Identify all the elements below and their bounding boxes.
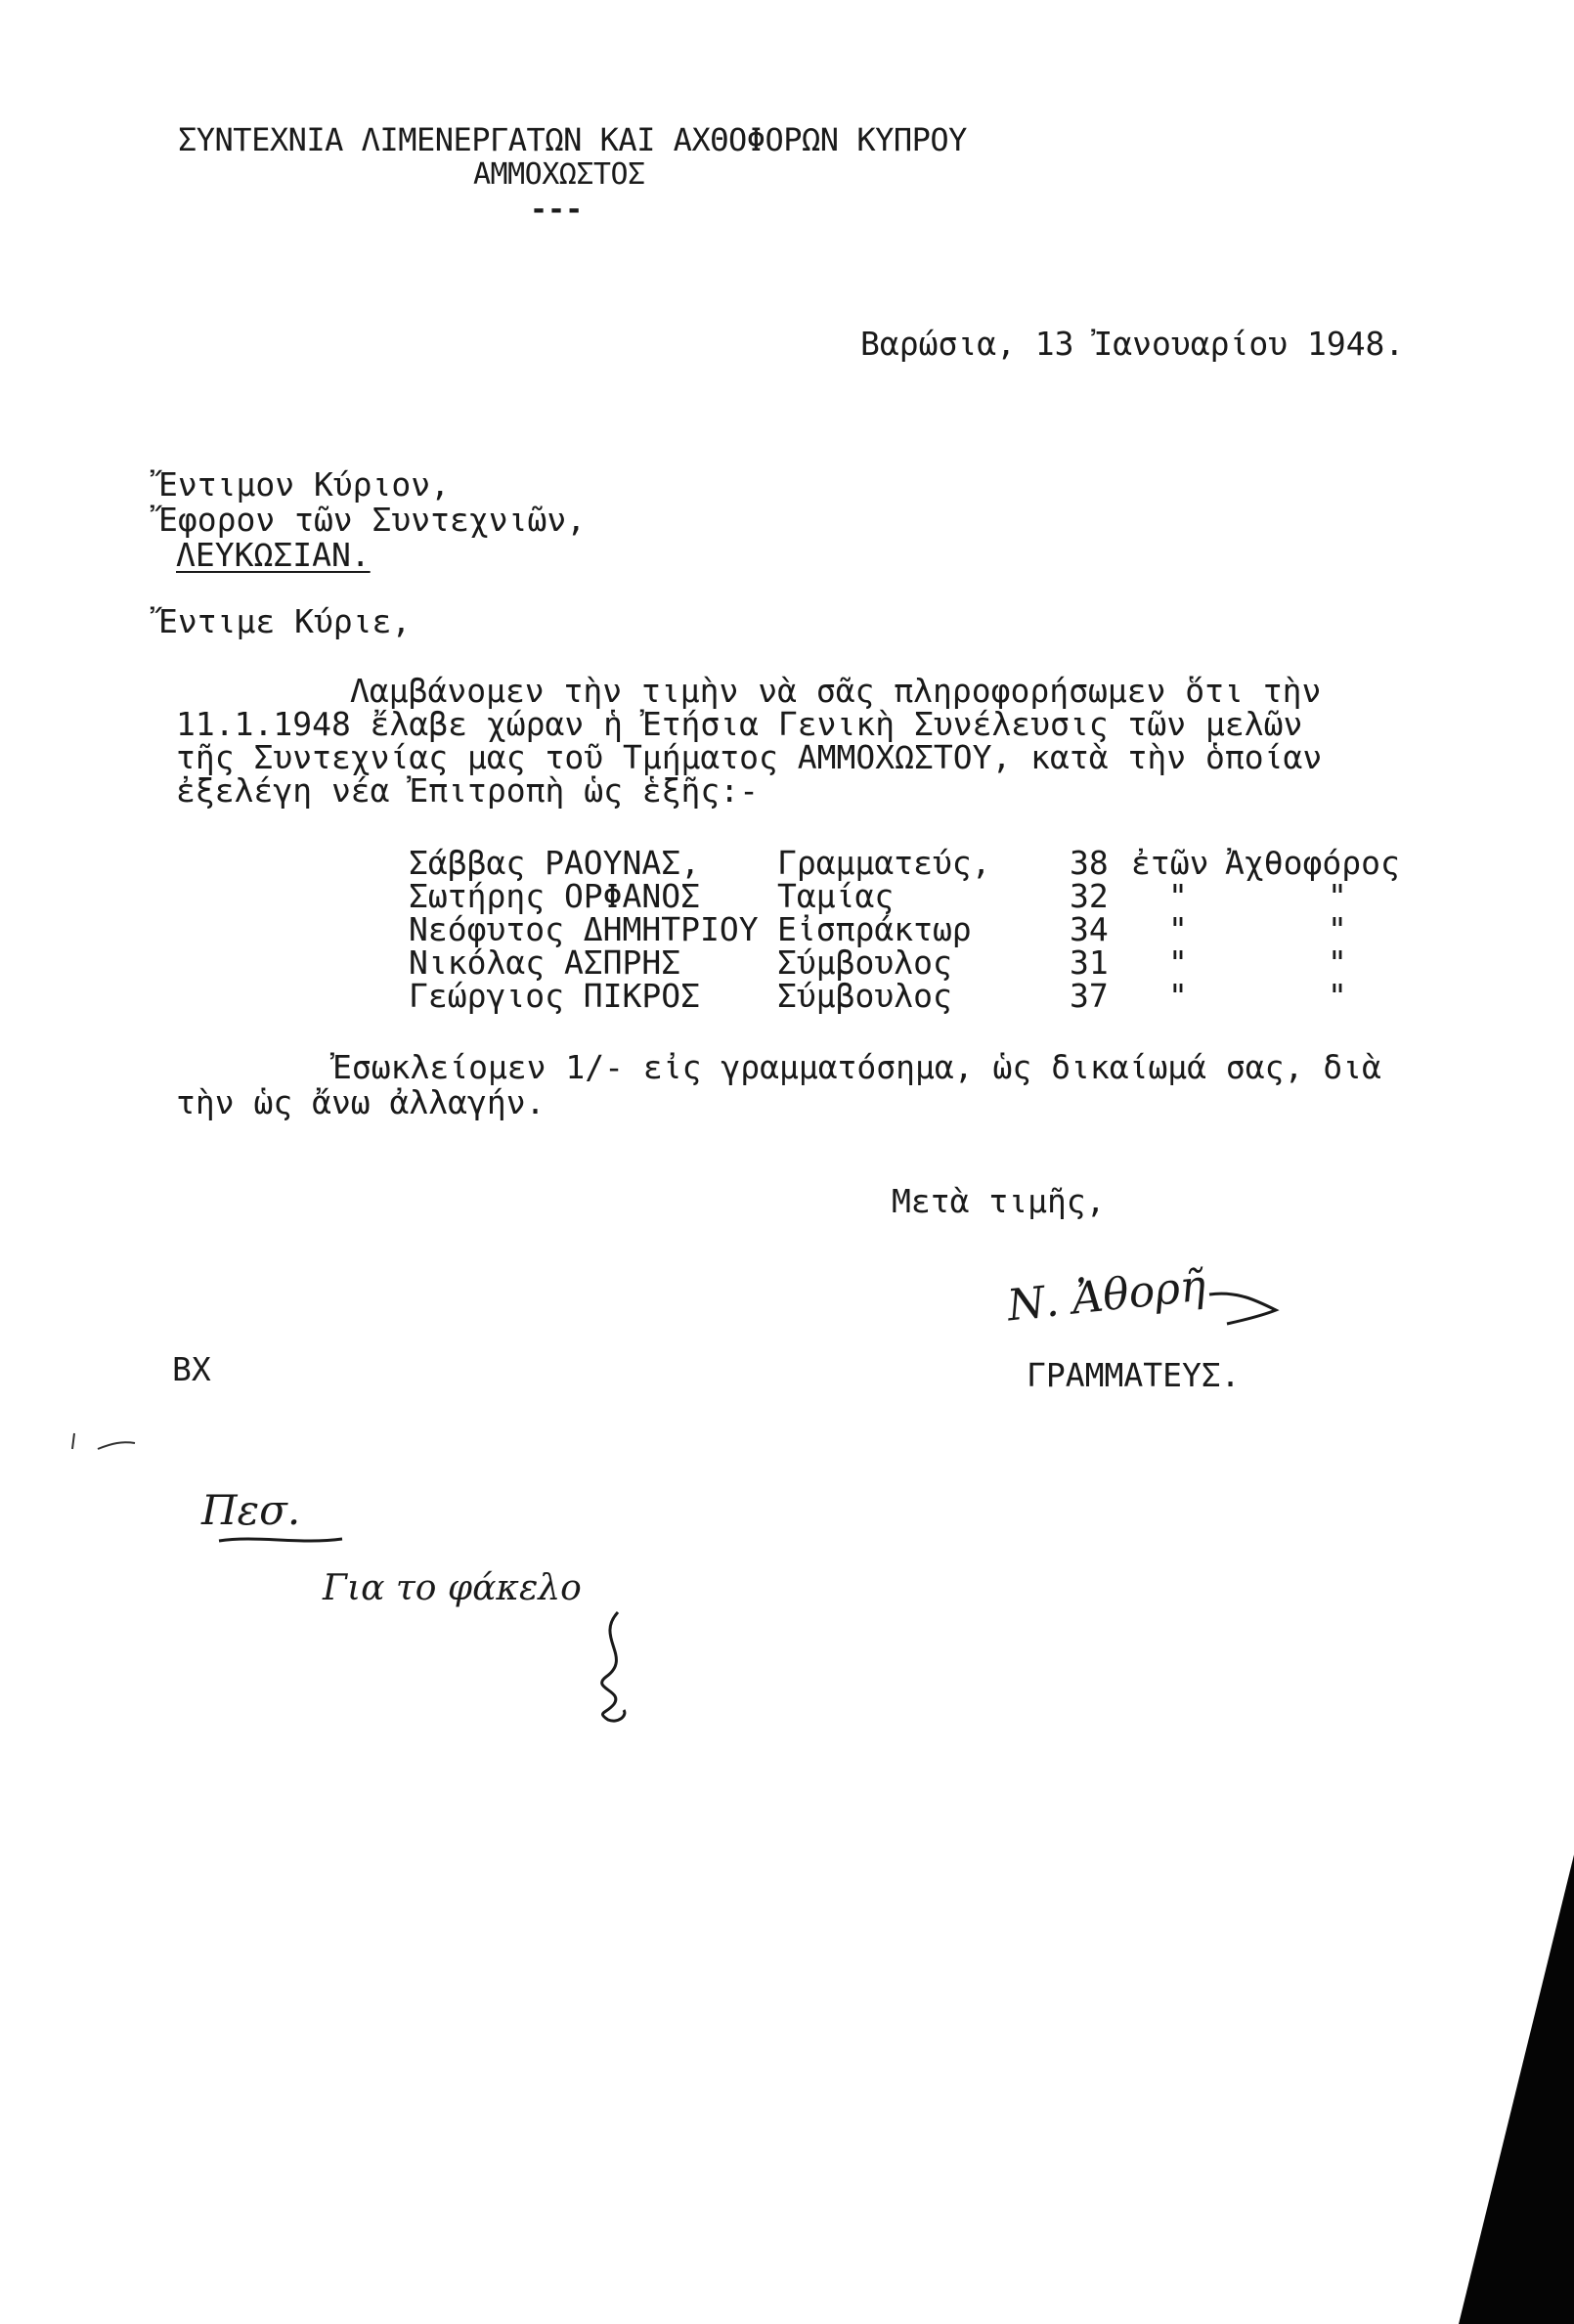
member-role: Εἰσπράκτωρ <box>777 910 972 948</box>
member-occupation: " <box>1328 943 1347 982</box>
member-role: Σύμβουλος <box>777 943 952 982</box>
signer-title: ΓΡΑΜΜΑΤΕΥΣ. <box>1027 1356 1241 1394</box>
member-age: 37 <box>1070 977 1109 1015</box>
member-age-unit: ἐτῶν <box>1131 844 1209 882</box>
left-margin-mark <box>68 1427 147 1457</box>
handwritten-initial-mark <box>585 1608 643 1726</box>
member-occupation: " <box>1328 910 1347 948</box>
body-p1-line-1: Λαμβάνομεν τὴν τιμὴν νὰ σᾶς πληροφορήσωμεν ὅτι τὴν <box>350 672 1322 710</box>
member-occupation: Ἀχθοφόρος <box>1225 844 1400 882</box>
handwritten-note-1: Πεσ. <box>201 1486 301 1534</box>
member-age-unit: " <box>1168 943 1188 982</box>
member-age: 31 <box>1070 943 1109 982</box>
recipient-line-1: Ἔντιμον Κύριον, <box>158 465 451 504</box>
member-age-unit: " <box>1168 910 1188 948</box>
member-occupation: " <box>1328 977 1347 1015</box>
body-p1-line-3: τῆς Συντεχνίας μας τοῦ Τμήματος ΑΜΜΟΧΩΣΤΟΥ, κατὰ τὴν ὁποίαν <box>176 738 1323 776</box>
recipient-line-2: Ἔφορον τῶν Συντεχνιῶν, <box>158 501 587 539</box>
member-name: Σάββας ΡΑΟΥΝΑΣ, <box>409 844 701 882</box>
body-p2-line-2: τὴν ὡς ἄνω ἀλλαγήν. <box>176 1083 546 1121</box>
member-name: Γεώργιος ΠΙΚΡΟΣ <box>409 977 701 1015</box>
member-occupation: " <box>1328 877 1347 915</box>
body-p1-line-4: ἐξελέγη νέα Ἐπιτροπὴ ὡς ἑξῆς:- <box>176 771 760 810</box>
body-p1-line-2: 11.1.1948 ἔλαβε χώραν ἡ Ἐτήσια Γενικὴ Συνέλευσις τῶν μελῶν <box>176 705 1303 743</box>
member-age: 34 <box>1070 910 1109 948</box>
member-name: Νεόφυτος ΔΗΜΗΤΡΙΟΥ <box>409 910 759 948</box>
branch-name: ΑΜΜΟΧΩΣΤΟΣ <box>473 157 645 192</box>
note-underline <box>217 1531 344 1551</box>
member-name: Νικόλας ΑΣΠΡΗΣ <box>409 943 681 982</box>
letterhead-separator: --- <box>530 193 584 227</box>
salutation: Ἔντιμε Κύριε, <box>158 602 412 640</box>
member-name: Σωτήρης ΟΡΦΑΝΟΣ <box>409 877 701 915</box>
reference-initials: ΒΧ <box>172 1350 211 1388</box>
body-p2-line-1: Ἐσωκλείομεν 1/- εἰς γραμματόσημα, ὡς δικαίωμά σας, διὰ <box>332 1048 1381 1086</box>
member-age-unit: " <box>1168 977 1188 1015</box>
member-role: Ταμίας <box>777 877 895 915</box>
member-age-unit: " <box>1168 877 1188 915</box>
signature: Ν. Ἀθορῆ <box>1004 1260 1208 1332</box>
recipient-city: ΛΕΥΚΩΣΙΑΝ. <box>176 536 371 574</box>
date-line: Βαρώσια, 13 Ἰανουαρίου 1948. <box>860 325 1405 363</box>
member-age: 38 <box>1070 844 1109 882</box>
member-role: Σύμβουλος <box>777 977 952 1015</box>
signature-flourish <box>1207 1281 1286 1330</box>
valediction: Μετὰ τιμῆς, <box>892 1182 1106 1220</box>
organization-name: ΣΥΝΤΕΧΝΙΑ ΛΙΜΕΝΕΡΓΑΤΩΝ ΚΑΙ ΑΧΘΟΦΟΡΩΝ ΚΥΠΡΟΥ <box>178 121 967 158</box>
member-age: 32 <box>1070 877 1109 915</box>
handwritten-note-2: Για τo φάκελο <box>323 1568 582 1608</box>
scan-edge-shadow <box>1457 1855 1574 2324</box>
member-role: Γραμματεύς, <box>777 844 991 882</box>
